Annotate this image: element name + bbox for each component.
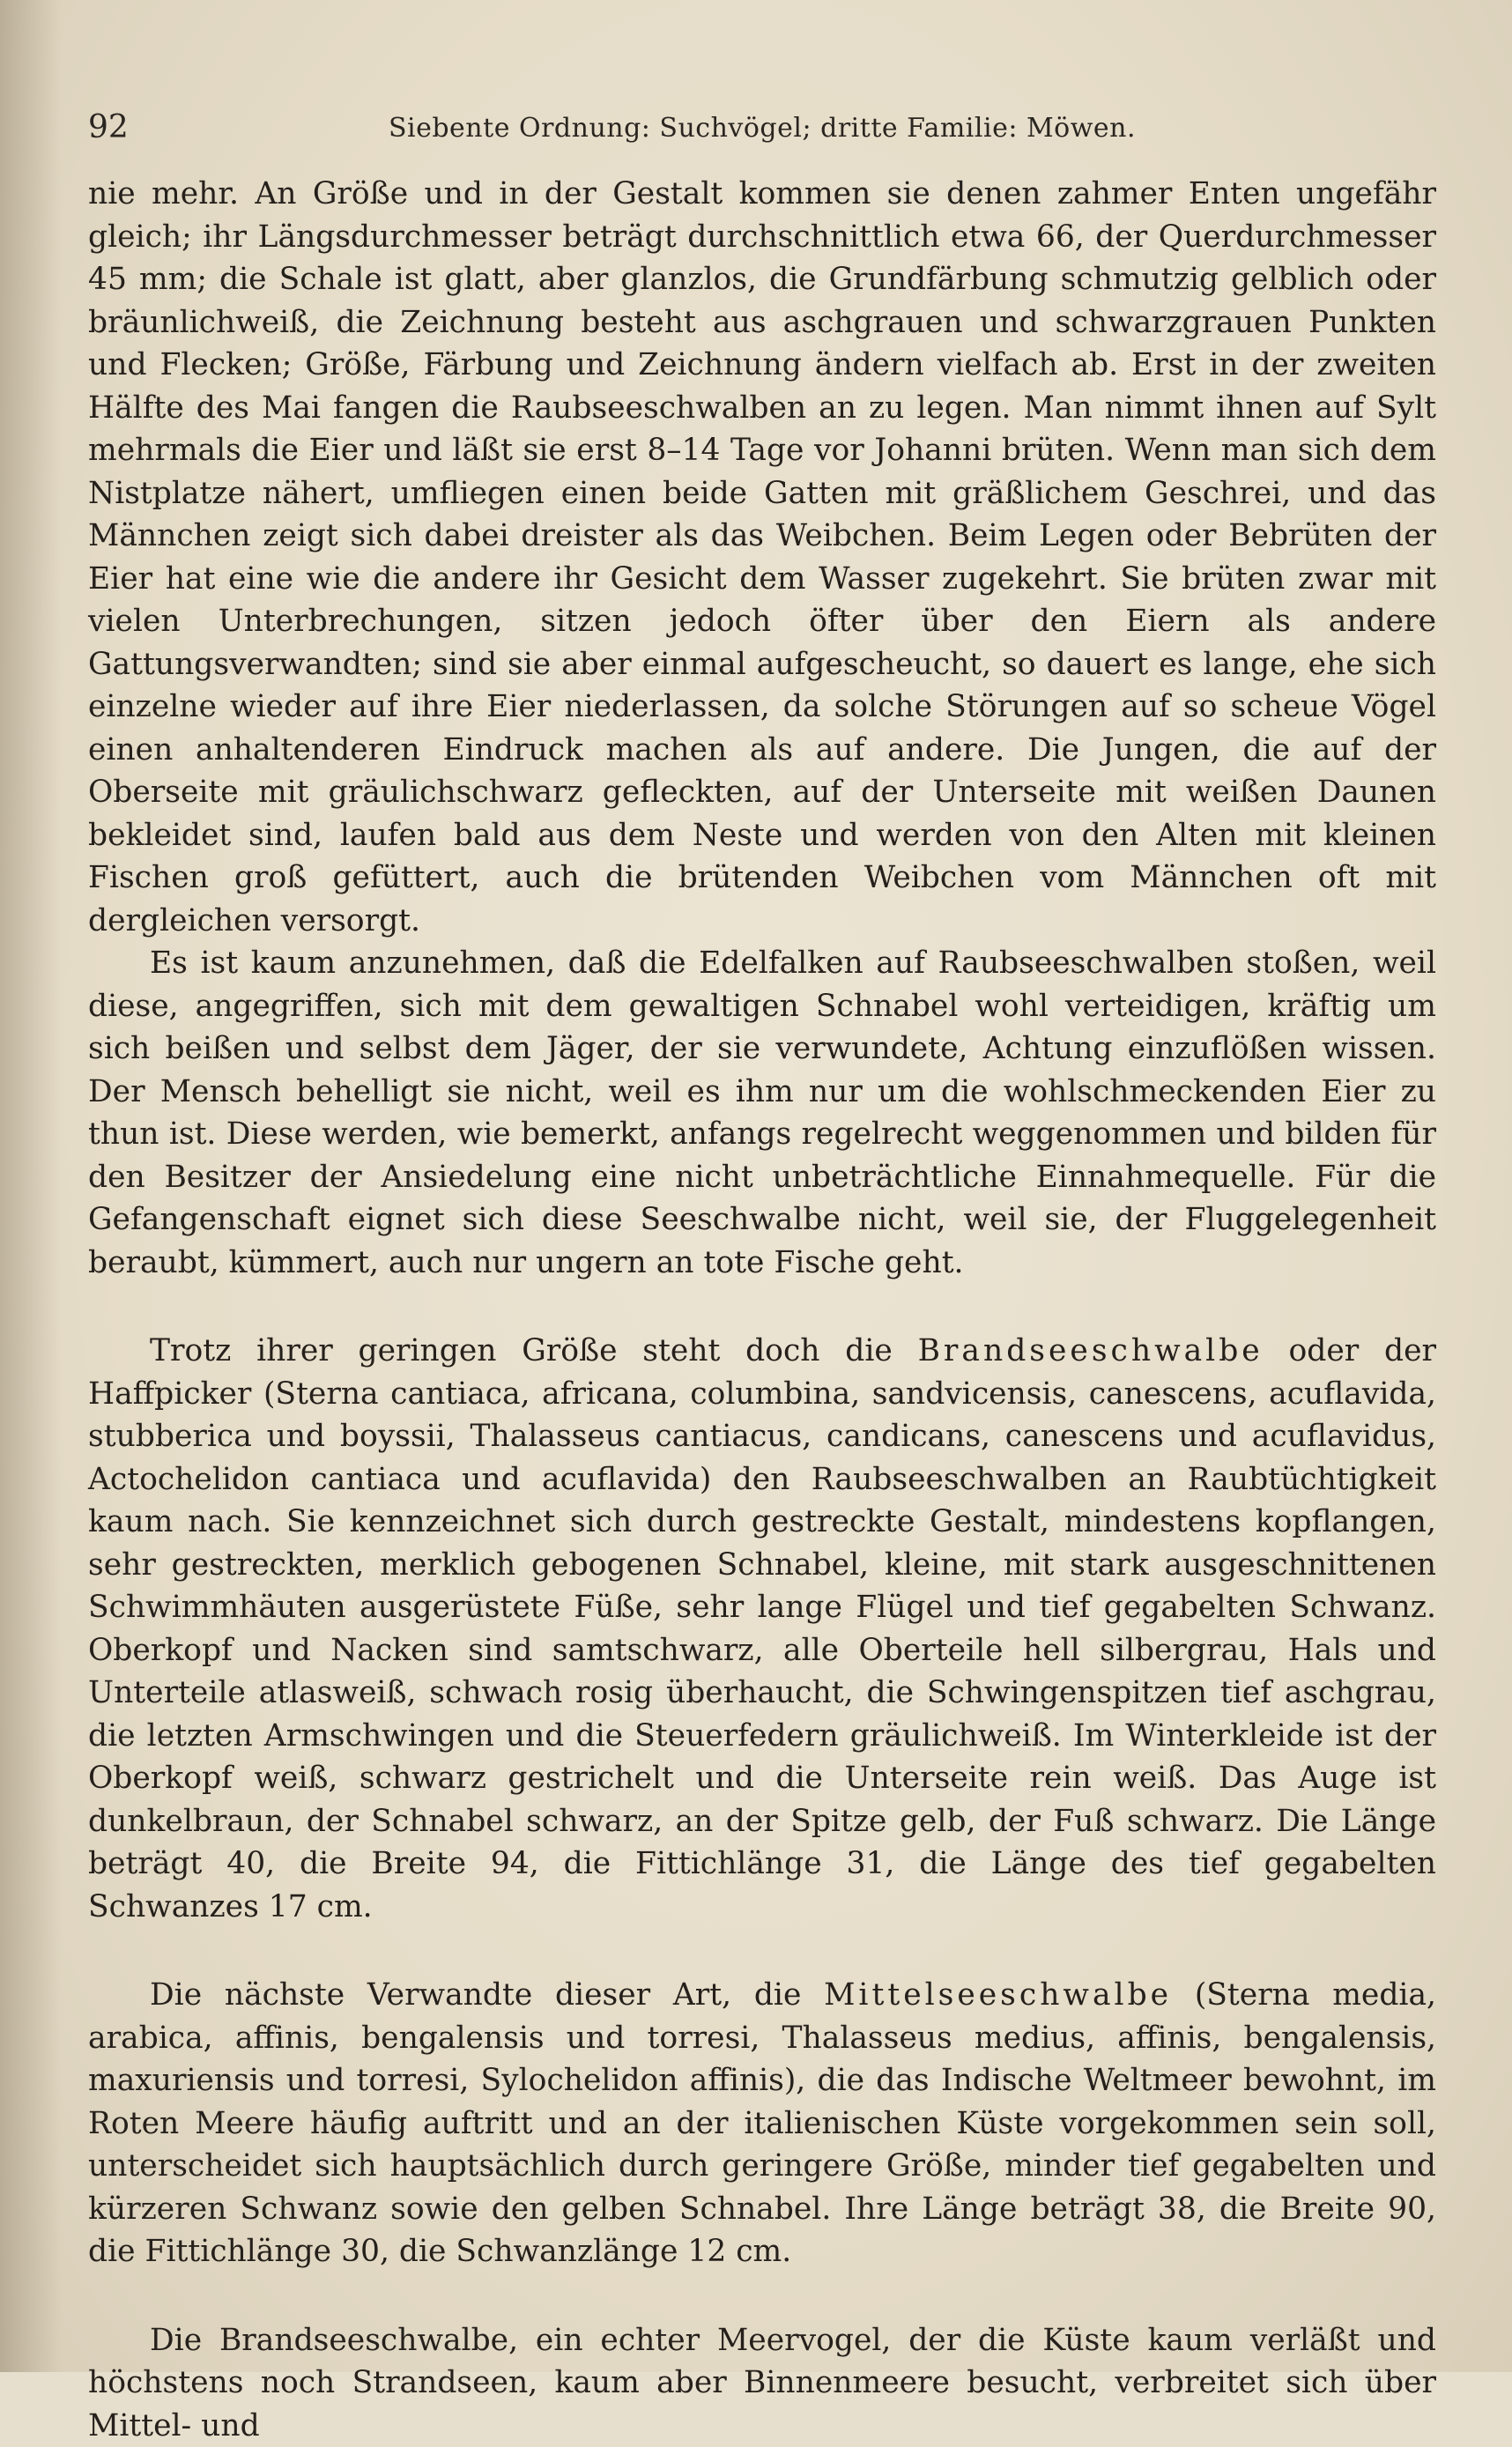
paragraph-3: Trotz ihrer geringen Größe steht doch die Brandseeschwalbe oder der Haffpicker (Sterna cantiaca, africana, columbina, sandvicensis, canescens, acuflavida, stubberica und boyssii, Thalasseus cantiacus, candicans, canescens und acuflavidus, Actochelidon cantiaca und acuflavida) den Raubseeschwalben an Raubtüchtigkeit kaum nach. Sie kennzeichnet sich durch gestreckte Gestalt, mindestens kopflangen, sehr gestreckten, merklich gebogenen Schnabel, kleine, mit stark ausgeschnittenen Schwimmhäuten ausgerüstete Füße, sehr lange Flügel und tief gegabelten Schwanz. Oberkopf und Nacken sind samtschwarz, alle Oberteile hell silbergrau, Hals und Unterteile atlasweiß, schwach rosig überhaucht, die Schwingenspitzen tief aschgrau, die letzten Armschwingen und die Steuerfedern gräulichweiß. Im Winterkleide ist der Oberkopf weiß, schwarz gestrichelt und die Unterseite rein weiß. Das Auge ist dunkelbraun, der Schnabel schwarz, an der Spitze gelb, der Fuß schwarz. Die Länge beträgt 40, die Breite 94, die Fittichlänge 31, die Länge des tief gegabelten Schwanzes 17 cm. [88, 1330, 1436, 1928]
paragraph-4: Die nächste Verwandte dieser Art, die Mittelseeschwalbe (Sterna media, arabica, affinis, bengalensis und torresi, Thalasseus medius, affinis, bengalensis, maxuriensis und torresi, Sylochelidon affinis), die das Indische Weltmeer bewohnt, im Roten Meere häufig auftritt und an der italienischen Küste vorgekommen sein soll, unterscheidet sich hauptsächlich durch geringere Größe, minder tief gegabelten und kürzeren Schwanz sowie den gelben Schnabel. Ihre Länge beträgt 38, die Breite 90, die Fittichlänge 30, die Schwanzlänge 12 cm. [88, 1974, 1436, 2273]
running-head: Siebente Ordnung: Suchvögel; dritte Familie: Möwen. [88, 113, 1436, 144]
paragraph-2: Es ist kaum anzunehmen, daß die Edelfalken auf Raubseeschwalben stoßen, weil diese, angegriffen, sich mit dem gewaltigen Schnabel wohl verteidigen, kräftig um sich beißen und selbst dem Jäger, der sie verwundete, Achtung einzuflößen wissen. Der Mensch behelligt sie nicht, weil es ihm nur um die wohlschmeckenden Eier zu thun ist. Diese werden, wie bemerkt, anfangs regelrecht weggenommen und bilden für den Besitzer der Ansiedelung eine nicht unbeträchtliche Einnahmequelle. Für die Gefangenschaft eignet sich diese Seeschwalbe nicht, weil sie, der Fluggelegenheit beraubt, kümmert, auch nur ungern an tote Fische geht. [88, 942, 1436, 1284]
binding-shadow [0, 0, 62, 2372]
species-name-mittelseeschwalbe: Mittelseeschwalbe [824, 1977, 1172, 2013]
body-text [88, 173, 1436, 2447]
page-number: 92 [88, 109, 129, 145]
paragraph-5: Die Brandseeschwalbe, ein echter Meervogel, der die Küste kaum verläßt und höchstens noch Strandseen, kaum aber Binnenmeere besucht, verbreitet sich über Mittel- und [88, 2319, 1436, 2447]
page-header [88, 104, 1436, 157]
paragraph-1: nie mehr. An Größe und in der Gestalt kommen sie denen zahmer Enten ungefähr gleich; ihr Längsdurchmesser beträgt durchschnittlich etwa 66, der Querdurchmesser 45 mm; die Schale ist glatt, aber glanzlos, die Grundfärbung schmutzig gelblich oder bräunlichweiß, die Zeichnung besteht aus aschgrauen und schwarzgrauen Punkten und Flecken; Größe, Färbung und Zeichnung ändern vielfach ab. Erst in der zweiten Hälfte des Mai fangen die Raubseeschwalben an zu legen. Man nimmt ihnen auf Sylt mehrmals die Eier und läßt sie erst 8–14 Tage vor Johanni brüten. Wenn man sich dem Nistplatze nähert, umfliegen einen beide Gatten mit gräßlichem Geschrei, und das Männchen zeigt sich dabei dreister als das Weibchen. Beim Legen oder Bebrüten der Eier hat eine wie die andere ihr Gesicht dem Wasser zugekehrt. Sie brüten zwar mit vielen Unterbrechungen, sitzen jedoch öfter über den Eiern als andere Gattungsverwandten; sind sie aber einmal aufgescheucht, so dauert es lange, ehe sich einzelne wieder auf ihre Eier niederlassen, da solche Störungen auf so scheue Vögel einen anhaltenderen Eindruck machen als auf andere. Die Jungen, die auf der Oberseite mit gräulichschwarz gefleckten, auf der Unterseite mit weißen Daunen bekleidet sind, laufen bald aus dem Neste und werden von den Alten mit kleinen Fischen groß gefüttert, auch die brütenden Weibchen vom Männchen oft mit dergleichen versorgt. [88, 173, 1436, 942]
species-name-brandseeschwalbe: Brandseeschwalbe [918, 1333, 1264, 1368]
